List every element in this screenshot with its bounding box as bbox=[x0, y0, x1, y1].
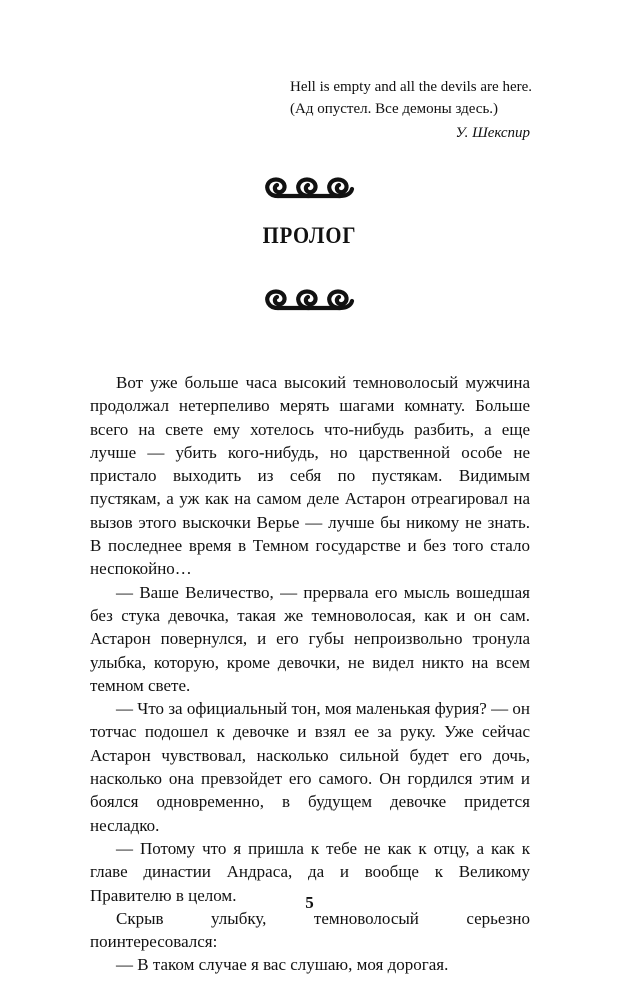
paragraph: — Что за официальный тон, моя маленькая фурия? — он тотчас подошел к девочке и взял ее за руку. Уже сейчас Астарон чувствовал, насколько сильной будет его дочь, насколько она превзойдет его самого. Он гордился этим и боялся одновременно, в будущем девочке придется несладко. bbox=[90, 699, 530, 835]
epigraph-author: У. Шекспир bbox=[455, 125, 530, 141]
epigraph-quote-english: Hell is empty and all the devils are here. bbox=[290, 79, 532, 95]
epigraph bbox=[290, 76, 530, 144]
paragraph: — В таком случае я вас слушаю, моя дорогая. bbox=[116, 955, 449, 975]
paragraph: — Потому что я пришла к тебе не как к отцу, а как к главе династии Андраса, да и вообще к Великому Правителю в целом. bbox=[90, 838, 530, 905]
paragraph: Скрыв улыбку, темноволосый серьезно поинтересовался: bbox=[90, 908, 530, 952]
page-number: 5 bbox=[305, 893, 314, 912]
chapter-title: ПРОЛОГ bbox=[262, 223, 357, 248]
paragraph: Вот уже больше часа высокий темноволосый мужчина продолжал нетерпеливо мерять шагами комнату. Больше всего на свете ему хотелось что-нибудь разбить, а еще лучше — убить кого-нибудь, но царственной особе не пристало выходить из себя по пустякам. Видимым пустякам, а уж как на самом деле Астарон отреагировал на вызов этого выскочки Верье — лучше бы никому не знать. В последнее время в Темном государстве и без того стало неспокойно… bbox=[90, 373, 530, 579]
body-text bbox=[90, 371, 530, 977]
triple-spiral-ornament-icon bbox=[263, 173, 355, 203]
paragraph: — Ваше Величество, — прервала его мысль вошедшая без стука девочка, такая же темноволосая, как и он сам. Астарон повернулся, и его губы непроизвольно тронула улыбка, которую, кроме девочки, не видел никто на всем темном свете. bbox=[90, 582, 530, 695]
triple-spiral-ornament-icon bbox=[263, 285, 355, 315]
epigraph-quote-russian: (Ад опустел. Все демоны здесь.) bbox=[290, 101, 499, 117]
